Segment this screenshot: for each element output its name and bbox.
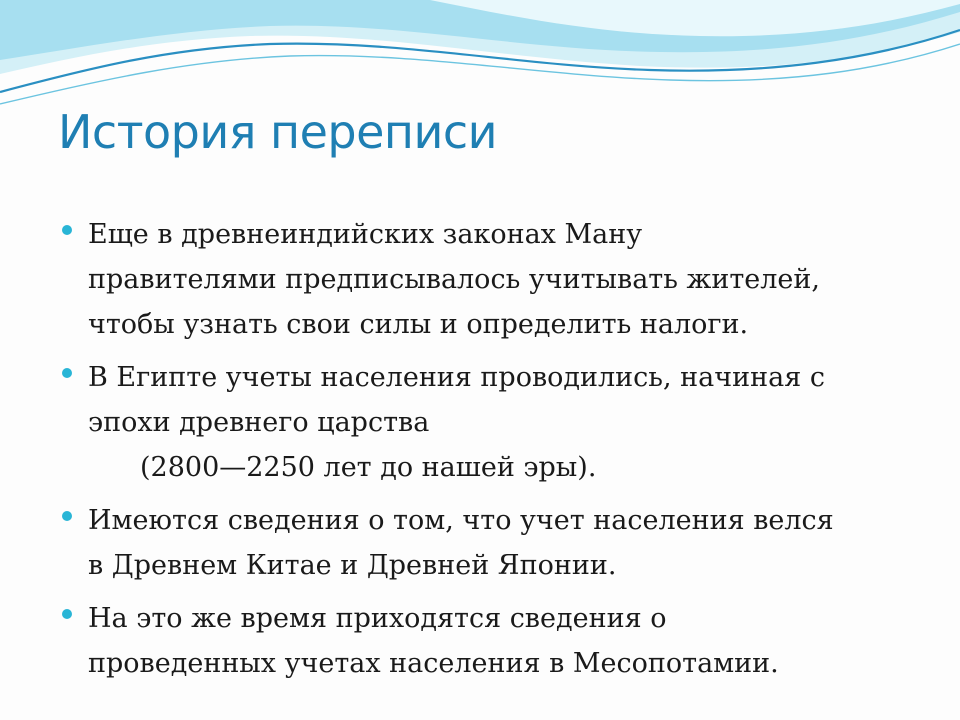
bullet-item-3 — [62, 498, 922, 588]
circle-bullet-icon — [62, 368, 72, 378]
bullet-item-1 — [62, 212, 922, 347]
circle-bullet-icon — [62, 609, 72, 619]
bullet-text-line: Еще в древнеиндийских законах Ману — [88, 219, 643, 250]
wave-header-decoration — [0, 0, 960, 110]
bullet-text-line: (2800—2250 лет до нашей эры). — [140, 452, 597, 483]
bullet-text-line: правителями предписывалось учитывать жителей, — [88, 264, 820, 295]
circle-bullet-icon — [62, 225, 72, 235]
bullet-text-line: в Древнем Китае и Древней Японии. — [88, 550, 617, 581]
bullet-item-4 — [62, 596, 922, 686]
circle-bullet-icon — [62, 511, 72, 521]
bullet-text-line: Имеются сведения о том, что учет населения велся — [88, 505, 834, 536]
slide-title: История переписи — [58, 105, 498, 159]
bullet-text-line: эпохи древнего царства — [88, 407, 430, 438]
bullet-item-2 — [62, 355, 922, 490]
bullet-text-line: На это же время приходятся сведения о — [88, 603, 667, 634]
bullet-text-line: чтобы узнать свои силы и определить налоги. — [88, 309, 749, 340]
bullet-list — [62, 212, 922, 694]
bullet-text-line: В Египте учеты населения проводились, начиная с — [88, 362, 825, 393]
bullet-text-line: проведенных учетах населения в Месопотамии. — [88, 648, 779, 679]
